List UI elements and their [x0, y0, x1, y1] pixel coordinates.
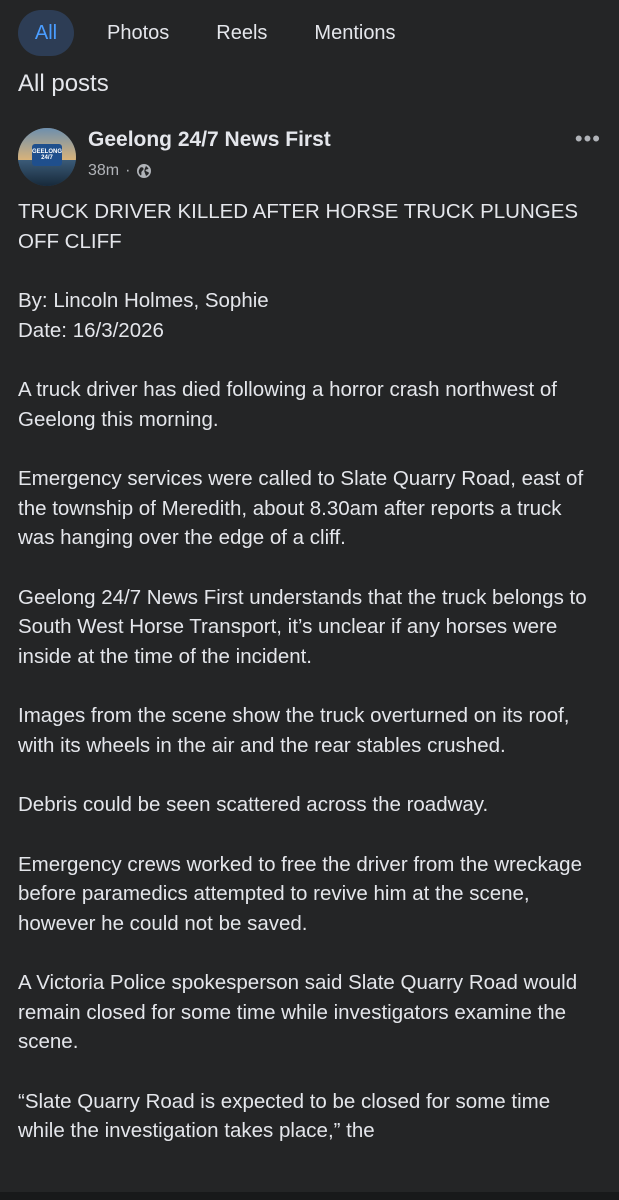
tab-reels[interactable]: Reels [216, 22, 268, 44]
tab-all[interactable]: All [18, 10, 74, 56]
avatar-logo-text: GEELONG 24/7 [32, 149, 63, 161]
filter-tabs [18, 10, 429, 56]
page-name[interactable]: Geelong 24/7 News First [88, 128, 331, 151]
post-paragraph: Emergency services were called to Slate Quarry Road, east of the township of Meredith, about 8.30am after reports a truck was hanging over the edge of a cliff. [18, 467, 584, 549]
post-paragraph: A Victoria Police spokesperson said Slate Quarry Road would remain closed for some time while investigators examine the scene. [18, 971, 578, 1053]
post-paragraph: Debris could be seen scattered across the roadway. [18, 793, 489, 816]
section-title: All posts [18, 70, 109, 97]
bottom-bar [0, 1192, 619, 1200]
post-headline: TRUCK DRIVER KILLED AFTER HORSE TRUCK PLUNGES OFF CLIFF [18, 200, 579, 253]
avatar-logo [32, 144, 62, 166]
tab-mentions[interactable]: Mentions [314, 22, 396, 44]
post-header [18, 128, 601, 188]
post-body [18, 197, 595, 1176]
post-paragraph: Emergency crews worked to free the driver from the wreckage before paramedics attempted to revive him at the scene, however he could not be saved. [18, 852, 582, 935]
post-paragraph: A truck driver has died following a horror crash northwest of Geelong this morning. [18, 378, 557, 431]
post-paragraph: Images from the scene show the truck overturned on its roof, with its wheels in the air and the rear stables crushed. [18, 704, 570, 757]
globe-icon [136, 163, 152, 179]
post-time[interactable]: 38m [88, 162, 120, 179]
post-paragraph: Geelong 24/7 News First understands that the truck belongs to South West Horse Transport, it’s unclear if any horses were inside at the time of the incident. [18, 585, 587, 668]
tab-photos[interactable]: Photos [107, 22, 170, 44]
avatar[interactable] [18, 128, 76, 186]
meta-separator: · [125, 162, 131, 179]
post-paragraph: “Slate Quarry Road is expected to be closed for some time while the investigation takes place,” the [18, 1089, 551, 1142]
post-meta [88, 162, 152, 180]
post-byline: By: Lincoln Holmes, Sophie Date: 16/3/2026 [18, 289, 269, 342]
more-options-icon[interactable]: ••• [574, 126, 601, 151]
